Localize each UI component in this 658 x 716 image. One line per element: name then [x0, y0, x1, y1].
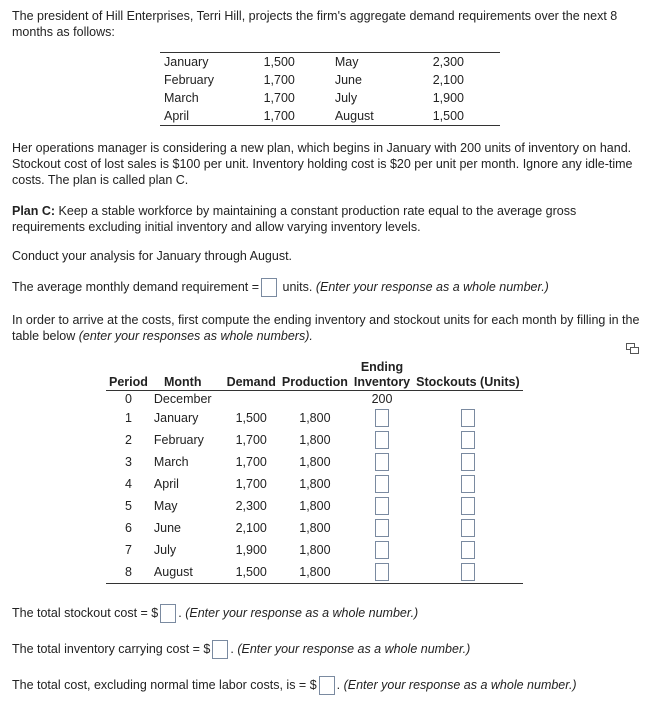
carrying-cost-suffix: . — [230, 642, 238, 656]
avg-demand-line — [12, 277, 648, 297]
month-cell: March — [153, 455, 189, 469]
total-cost-input[interactable] — [319, 676, 335, 695]
table-row — [106, 429, 523, 451]
period-cell: 7 — [124, 543, 132, 557]
ending-inventory-input[interactable] — [375, 409, 389, 427]
period-cell: 0 — [124, 392, 132, 406]
avg-demand-suffix: units. — [279, 280, 316, 294]
ending-inventory-input[interactable] — [375, 475, 389, 493]
demand-value: 1,700 — [239, 107, 331, 126]
header-stockouts: Stockouts (Units) — [413, 375, 522, 391]
carrying-cost-hint: (Enter your response as a whole number.) — [237, 642, 471, 656]
stockouts-input[interactable] — [461, 497, 475, 515]
header-period: Period — [106, 375, 151, 391]
period-cell: 2 — [124, 433, 132, 447]
plan-description — [12, 203, 648, 235]
stockouts-input[interactable] — [461, 409, 475, 427]
table-intro — [12, 312, 648, 344]
conduct-text: Conduct your analysis for January through August. — [12, 249, 293, 263]
demand-cell: 1,700 — [235, 433, 267, 447]
month-label: April — [160, 107, 239, 126]
production-cell: 1,800 — [299, 521, 331, 535]
intro-text: The president of Hill Enterprises, Terri Hill, projects the firm's aggregate demand requirements over the next 8 months as follows: — [12, 9, 618, 39]
table-intro-text: In order to arrive at the costs, first compute the ending inventory and stockout units for each month by filling in the table below — [12, 313, 640, 343]
table-row — [106, 451, 523, 473]
header-ending: Ending — [360, 360, 404, 374]
demand-cell: 1,700 — [235, 477, 267, 491]
demand-cell: 1,700 — [235, 455, 267, 469]
stockouts-input[interactable] — [461, 519, 475, 537]
avg-demand-label: The average monthly demand requirement = — [12, 280, 260, 294]
header-demand: Demand — [215, 375, 279, 391]
table-intro-hint: (enter your responses as whole numbers). — [78, 329, 313, 343]
demand-row — [160, 107, 500, 126]
total-cost-suffix: . — [336, 678, 344, 692]
ending-inventory-input[interactable] — [375, 563, 389, 581]
production-cell: 1,800 — [299, 477, 331, 491]
month-cell: January — [153, 411, 199, 425]
avg-demand-input[interactable] — [261, 278, 277, 297]
demand-cell: 1,500 — [215, 561, 279, 584]
stockouts-input[interactable] — [461, 431, 475, 449]
demand-value: 1,900 — [432, 91, 464, 105]
demand-table — [160, 52, 500, 126]
ops-paragraph: Her operations manager is considering a new plan, which begins in January with 200 units of inventory on hand. Stockout cost of lost sales is $100 per unit. Inventory holding cost is $20 per unit per month. Ignore any idle-time costs. The plan is called plan C. — [12, 141, 633, 187]
plan-text: Keep a stable workforce by maintaining a constant production rate equal to the average gross requirements excluding initial inventory and allow varying inventory levels. — [12, 204, 577, 234]
demand-value: 1,500 — [239, 53, 331, 72]
demand-value: 1,500 — [408, 107, 500, 126]
plan-table — [106, 360, 523, 584]
carrying-cost-line — [12, 639, 648, 659]
demand-row — [160, 53, 500, 72]
demand-value: 2,300 — [408, 53, 500, 72]
carrying-cost-label: The total inventory carrying cost = $ — [12, 642, 211, 656]
production-cell: 1,800 — [299, 455, 331, 469]
ending-inventory-input[interactable] — [375, 541, 389, 559]
demand-cell: 1,500 — [235, 411, 267, 425]
ending-inventory-initial: 200 — [371, 392, 393, 406]
month-cell: December — [153, 392, 212, 406]
period-cell: 1 — [124, 411, 132, 425]
demand-cell: 1,900 — [235, 543, 267, 557]
period-cell: 6 — [124, 521, 132, 535]
table-row — [106, 495, 523, 517]
demand-value: 2,100 — [432, 73, 464, 87]
stockouts-input[interactable] — [461, 453, 475, 471]
copy-icon[interactable] — [626, 343, 639, 354]
demand-row — [160, 71, 500, 89]
stockouts-input[interactable] — [461, 475, 475, 493]
stockout-cost-input[interactable] — [160, 604, 176, 623]
ending-inventory-input[interactable] — [375, 497, 389, 515]
total-cost-label: The total cost, excluding normal time labor costs, is = $ — [12, 678, 317, 692]
month-cell: June — [153, 521, 182, 535]
month-label: July — [334, 91, 358, 105]
demand-cell: 2,100 — [235, 521, 267, 535]
total-cost-line — [12, 675, 648, 695]
stockout-cost-hint: (Enter your response as a whole number.) — [185, 606, 419, 620]
month-label: June — [334, 73, 362, 87]
table-row-initial — [106, 391, 523, 408]
production-cell: 1,800 — [299, 411, 331, 425]
stockout-cost-line — [12, 603, 648, 623]
period-cell: 4 — [124, 477, 132, 491]
ending-inventory-input[interactable] — [375, 453, 389, 471]
month-cell: May — [153, 499, 178, 513]
period-cell: 3 — [124, 455, 132, 469]
total-cost-hint: (Enter your response as a whole number.) — [343, 678, 577, 692]
table-row — [106, 517, 523, 539]
month-cell: July — [153, 543, 177, 557]
period-cell: 5 — [124, 499, 132, 513]
avg-demand-hint: (Enter your response as a whole number.) — [315, 280, 549, 294]
demand-value: 1,700 — [263, 73, 295, 87]
header-inventory: Inventory — [351, 375, 413, 391]
demand-row — [160, 89, 500, 107]
header-month: Month — [151, 375, 215, 391]
carrying-cost-input[interactable] — [212, 640, 228, 659]
table-row — [106, 407, 523, 429]
table-row — [106, 473, 523, 495]
month-label: January — [160, 53, 239, 72]
month-cell: August — [151, 561, 215, 584]
stockout-cost-label: The total stockout cost = $ — [12, 606, 159, 620]
stockouts-input[interactable] — [461, 563, 475, 581]
month-label: February — [164, 73, 215, 87]
table-row — [106, 561, 523, 584]
ending-inventory-input[interactable] — [375, 519, 389, 537]
production-cell: 1,800 — [299, 543, 331, 557]
stockout-cost-suffix: . — [178, 606, 186, 620]
production-cell: 1,800 — [279, 561, 351, 584]
stockouts-input[interactable] — [461, 541, 475, 559]
demand-cell: 2,300 — [235, 499, 267, 513]
month-cell: April — [153, 477, 179, 491]
demand-value: 1,700 — [263, 91, 295, 105]
month-label: May — [331, 53, 409, 72]
month-label: March — [164, 91, 199, 105]
header-production: Production — [279, 375, 351, 391]
production-cell: 1,800 — [299, 433, 331, 447]
plan-label: Plan C: — [12, 204, 56, 218]
period-cell: 8 — [106, 561, 151, 584]
month-cell: February — [153, 433, 204, 447]
table-row — [106, 539, 523, 561]
ending-inventory-input[interactable] — [375, 431, 389, 449]
production-cell: 1,800 — [299, 499, 331, 513]
month-label: August — [331, 107, 409, 126]
